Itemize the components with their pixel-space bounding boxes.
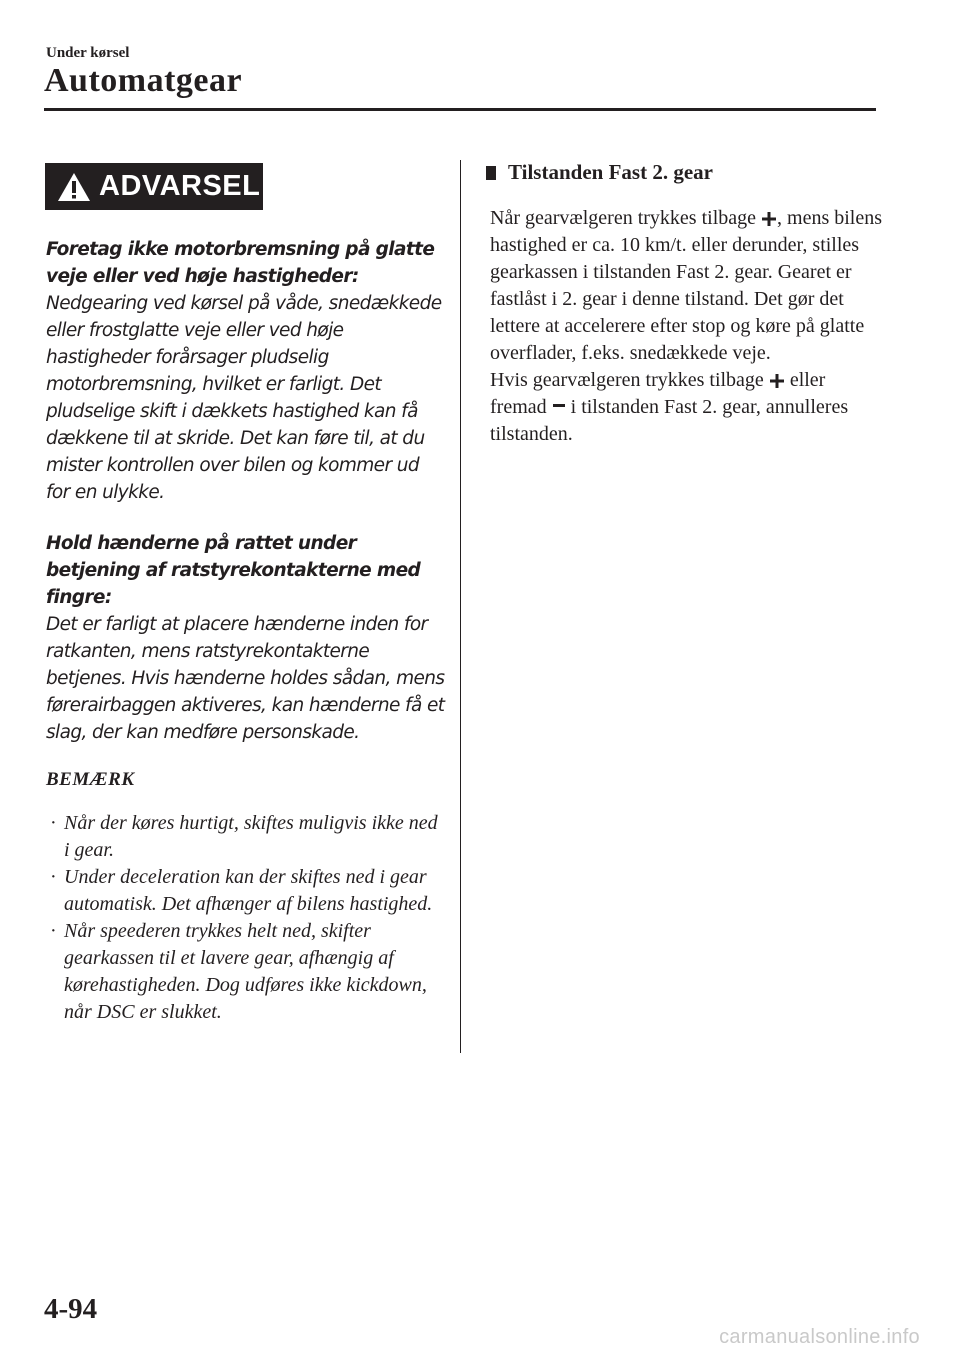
bullet-icon: · <box>50 812 57 834</box>
note-item <box>46 810 446 864</box>
section-label: Under kørsel <box>46 45 130 61</box>
warning-heading-2: Hold hænderne på rattet under betjening af ratstyrekontakterne med fingre: <box>46 533 421 608</box>
warning-label: ADVARSEL <box>99 170 261 202</box>
paragraph-1-rest: , mens bilens hastighed er ca. 10 km/t. eller derunder, stilles gearkassen i tilstanden Fast 2. gear. Gearet er fastlåst i 2. gear i denne tilstand. Det gør det lettere at accelerere efter stop og køre på glatte overflader, f.eks. snedækkede veje. <box>490 207 883 364</box>
page-number: 4-94 <box>44 1293 98 1325</box>
plus-icon <box>761 211 777 227</box>
paragraph-2 <box>490 367 882 448</box>
note-title: BEMÆRK <box>46 769 135 790</box>
subsection-heading <box>486 160 713 185</box>
note-item-text: Under deceleration kan der skiftes ned i gear automatisk. Det afhænger af bilens hastighed. <box>64 866 433 915</box>
bullet-icon: · <box>50 866 57 888</box>
note-item-text: Når speederen trykkes helt ned, skifter gearkassen til et lavere gear, afhængig af kørehastigheden. Dog udføres ikke kickdown, når DSC er slukket. <box>64 920 427 1023</box>
paragraph-1-lead: Når gearvælgeren trykkes tilbage <box>490 207 757 229</box>
subsection-heading-text: Tilstanden Fast 2. gear <box>508 160 713 184</box>
chapter-title: Automatgear <box>44 62 243 99</box>
paragraph-2-rest: i tilstanden Fast 2. gear, annulleres tilstanden. <box>490 396 849 445</box>
warning-banner <box>45 163 263 210</box>
minus-icon <box>552 400 566 416</box>
warning-body-1: Nedgearing ved kørsel på våde, snedækkede eller frostglatte veje eller ved høje hastigheder forårsager pludselig motorbremsning, hvilket er farligt. Det pludselige skift i dækkets hastighed kan få dækkene til at skride. Det kan føre til, at du mister kontrollen over bilen og kommer ud for en ulykke. <box>46 293 442 503</box>
note-item <box>46 918 446 1026</box>
title-rule <box>44 108 876 111</box>
column-divider <box>460 160 461 1053</box>
plus-icon <box>769 373 785 389</box>
paragraph-1 <box>490 205 882 367</box>
warning-triangle-icon <box>57 172 91 202</box>
note-item-text: Når der køres hurtigt, skiftes muligvis ikke ned i gear. <box>64 812 438 861</box>
warning-block-1 <box>46 236 446 506</box>
warning-heading-1: Foretag ikke motorbremsning på glatte veje eller ved høje hastigheder: <box>46 239 435 287</box>
paragraph-2-lead: Hvis gearvælgeren trykkes tilbage <box>490 369 764 391</box>
note-list <box>46 810 446 1026</box>
note-item <box>46 864 446 918</box>
bullet-icon: · <box>50 920 57 942</box>
body-text <box>490 205 882 448</box>
square-bullet-icon <box>486 166 496 180</box>
warning-body-2: Det er farligt at placere hænderne inden for ratkanten, mens ratstyrekontakterne betjenes. Hvis hænderne holdes sådan, mens førerairbaggen aktiveres, kan hænderne få et slag, der kan medføre personskade. <box>46 614 445 743</box>
warning-block-2 <box>46 530 446 746</box>
watermark: carmanualsonline.info <box>719 1326 920 1348</box>
paragraph-2-middle: eller fremad <box>490 369 826 418</box>
